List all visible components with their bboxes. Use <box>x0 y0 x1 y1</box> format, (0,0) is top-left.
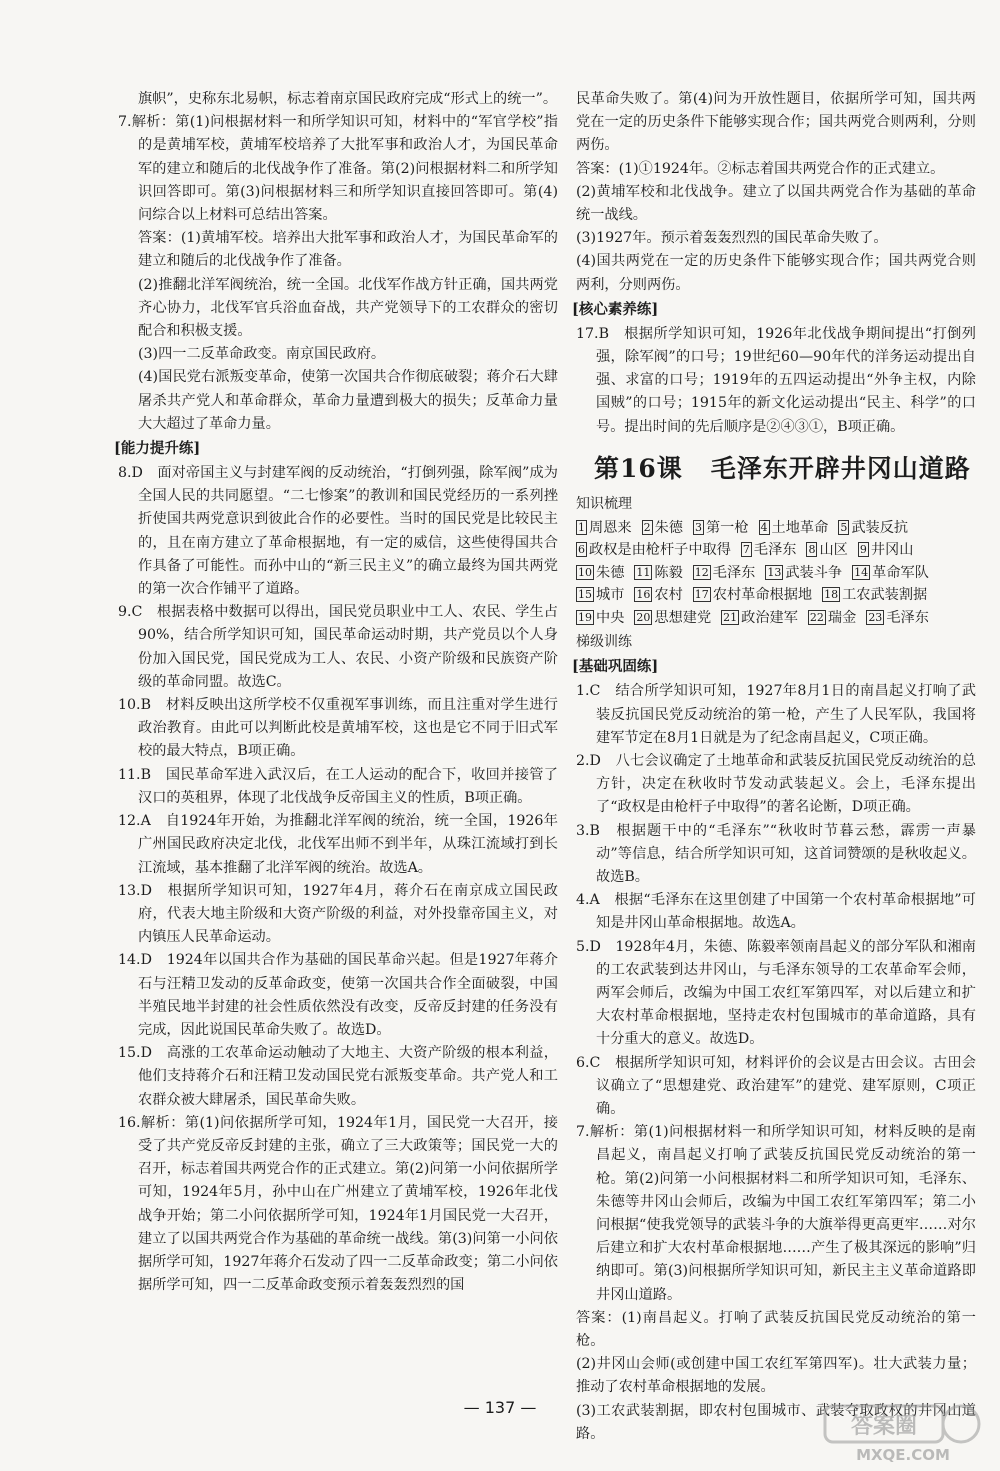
term-number: 1 <box>578 520 585 534</box>
term-text: 朱德 <box>654 519 683 536</box>
knowledge-term <box>866 607 929 630</box>
answer-7-2: (2)井冈山会师(或创建中国工农红军第四军)。壮大武装力量；推动了农村革命根据地的发展。 <box>576 1356 976 1396</box>
q7-answer-3: (3)四一二反革命政变。南京国民政府。 <box>138 346 386 363</box>
knowledge-term <box>576 562 624 585</box>
knowledge-term <box>852 562 929 585</box>
answer-11: 11.B 国民革命军进入武汉后，在工人运动的配合下，收回并接管了汉口的英租界，体现了北伐战争反帝国主义的性质，B项正确。 <box>118 766 558 806</box>
term-number: 22 <box>809 610 824 624</box>
term-number: 3 <box>694 520 702 534</box>
q16-answer-3: (3)1927年。预示着轰轰烈烈的国民革命失败了。 <box>576 230 888 247</box>
term-text: 武装斗争 <box>785 564 843 581</box>
term-number: 15 <box>578 588 592 602</box>
term-number: 14 <box>854 565 869 579</box>
knowledge-term <box>576 517 632 540</box>
q16-answer-1: 答案：(1)①1924年。②标志着国共两党合作的正式建立。 <box>576 160 945 177</box>
knowledge-term <box>858 539 914 562</box>
q7-answer-1: 答案：(1)黄埔军校。培养出大批军事和政治人才，为国民革命军的建立和随后的北伐战争作了准备。 <box>138 230 558 270</box>
left-column <box>114 88 558 1297</box>
section-heading-ability: [能力提升练] <box>114 440 201 458</box>
answer-15: 15.D 高涨的工农革命运动触动了大地主、大资产阶级的根本利益，他们支持蒋介石和汪精卫发动国民党右派叛变革命。共产党人和工农群众被大肆屠杀，国民革命失败。 <box>118 1045 558 1108</box>
term-text: 毛泽东 <box>886 609 929 626</box>
answer-6: 6.C 根据所学知识可知，材料评价的会议是古田会议。古田会议确立了“思想建党、政治建军”的建党、建军原则，C项正确。 <box>576 1054 976 1117</box>
knowledge-term <box>838 517 908 540</box>
term-number: 4 <box>760 520 768 534</box>
term-text: 城市 <box>596 587 625 604</box>
answer-8: 8.D 面对帝国主义与封建军阀的反动统治，“打倒列强，除军阀”成为全国人民的共同愿望。“二七惨案”的教训和国民党经历的一系列挫折使国共两党意识到彼此合作的必要性。当时的国民党是比较民主的，且在南方建立了革命根据地，有一定的威信，这些使得国共合作具备了可能性。而孙中山的“新三民主义”的确立最终为国共两党的第一次合作铺平了道路。 <box>118 465 558 598</box>
q7-analysis: 7.解析：第(1)问根据材料一和所学知识可知，材料中的“军官学校”指的是黄埔军校，黄埔军校培养了大批军事和政治人才，为国民革命军的建立和随后的北伐战争作了准备。第(2)问根据材料二和所学知识回答即可。第(3)问根据材料三和所学知识直接回答即可。第(4)问综合以上材料可总结出答案。 <box>118 114 558 224</box>
right-column <box>572 88 976 1446</box>
answer-2: 2.D 八七会议确定了土地革命和武装反抗国民党反动统治的总方针，决定在秋收时节发动武装起义。会上，毛泽东提出了“政权是由枪杆子中取得”的著名论断，D项正确。 <box>576 752 976 816</box>
knowledge-term <box>634 607 711 630</box>
term-number: 20 <box>636 610 651 624</box>
term-text: 井冈山 <box>870 542 914 559</box>
term-text: 革命军队 <box>872 564 929 581</box>
term-text: 第一枪 <box>705 519 749 536</box>
term-text: 周恩来 <box>589 519 632 536</box>
term-number: 2 <box>643 520 651 534</box>
answer-3: 3.B 根据题干中的“毛泽东”“秋收时节暮云愁，霹雳一声暴动”等信息，结合所学知识可知，这首词赞颂的是秋收起义。故选B。 <box>576 822 976 885</box>
answer-13: 13.D 根据所学知识可知，1927年4月，蒋介石在南京成立国民政府，代表大地主阶级和大资产阶级的利益，对外投靠帝国主义，对内镇压人民革命运动。 <box>118 882 558 946</box>
knowledge-term <box>576 607 624 630</box>
term-text: 毛泽东 <box>753 542 797 559</box>
term-number: 6 <box>578 543 585 557</box>
term-text: 思想建党 <box>654 609 712 626</box>
term-text: 土地革命 <box>771 519 829 536</box>
term-number: 8 <box>808 543 816 557</box>
svg-text:答案圈: 答案圈 <box>850 1414 918 1439</box>
term-text: 农村 <box>654 587 683 604</box>
knowledge-term <box>822 584 927 607</box>
knowledge-term <box>576 539 731 562</box>
term-text: 政权是由枪杆子中取得 <box>589 542 731 559</box>
section-heading-core: [核心素养练] <box>572 300 659 318</box>
term-text: 中央 <box>596 609 625 626</box>
term-number: 21 <box>723 610 738 624</box>
lesson-title <box>594 449 976 489</box>
term-text: 朱德 <box>596 564 625 581</box>
knowledge-term <box>642 517 683 540</box>
knowledge-term <box>765 562 842 585</box>
term-number: 9 <box>859 543 867 557</box>
term-text: 山区 <box>819 542 848 559</box>
knowledge-term <box>759 517 829 540</box>
term-number: 12 <box>694 565 709 579</box>
knowledge-term <box>693 517 749 540</box>
knowledge-term <box>741 539 797 562</box>
section-heading-basic: [基础巩固练] <box>572 658 659 676</box>
answer-9: 9.C 根据表格中数据可以得出，国民党员职业中工人、农民、学生占90%，结合所学知识可知，国民革命运动时期，共产党员以个人身份加入国民党，国民党成为工人、农民、小资产阶级和民族资产阶级的革命同盟。故选C。 <box>118 604 558 690</box>
knowledge-term <box>721 607 798 630</box>
q7-answer-2: (2)推翻北洋军阀统治，统一全国。北伐军作战方针正确，国共两党齐心协力，北伐军官兵浴血奋战，共产党领导下的工农群众的密切配合和积极支援。 <box>138 276 558 340</box>
q16-answer-2: (2)黄埔军校和北伐战争。建立了以国共两党合作为基础的革命统一战线。 <box>576 183 976 224</box>
answer-12: 12.A 自1924年开始，为推翻北洋军阀的统治，统一全国，1926年广州国民政府决定北伐，北伐军出师不到半年，从珠江流域打到长江流域，基本推翻了北洋军阀的统治。故选A。 <box>118 813 558 876</box>
knowledge-term <box>634 562 682 585</box>
term-text: 工农武装割据 <box>842 587 928 604</box>
knowledge-term <box>808 607 856 630</box>
term-text: 陈毅 <box>654 564 683 581</box>
knowledge-term <box>634 584 682 607</box>
knowledge-term <box>806 539 847 562</box>
lesson-number: 第16课 <box>594 453 683 483</box>
knowledge-terms <box>576 517 976 630</box>
term-text: 武装反抗 <box>851 519 909 536</box>
answer-14: 14.D 1924年以国共合作为基础的国民革命兴起。但是1927年蒋介石与汪精卫发动的反革命政变，使第一次国共合作全面破裂，中国半殖民地半封建的社会性质依然没有改变，反帝反封建的任务没有完成，因此说国民革命失败了。故选D。 <box>118 952 558 1038</box>
term-number: 19 <box>578 610 592 624</box>
paragraph-continued-right: 民革命失败了。第(4)问为开放性题目，依据所学可知，国共两党在一定的历史条件下能够实现合作；国共两党合则两利，分则两伤。 <box>576 91 976 154</box>
term-text: 瑞金 <box>827 609 857 626</box>
q7-answer-4: (4)国民党右派叛变革命，使第一次国共合作彻底破裂；蒋介石大肆屠杀共产党人和革命群众，革命力量遭到极大的损失；反革命力量大大超过了革命力量。 <box>138 369 558 432</box>
term-text: 毛泽东 <box>712 564 756 581</box>
answer-7-1: 答案：(1)南昌起义。打响了武装反抗国民党反动统治的第一枪。 <box>576 1309 976 1350</box>
watermark-logo <box>823 1400 983 1464</box>
term-number: 18 <box>824 588 839 602</box>
term-number: 23 <box>868 610 883 624</box>
q16-answer-4: (4)国共两党在一定的历史条件下能够实现合作；国共两党合则两利，分则两伤。 <box>576 253 976 293</box>
term-text: 政治建军 <box>741 609 798 626</box>
answer-7-analysis: 7.解析：第(1)问根据材料一和所学知识可知，材料反映的是南昌起义，南昌起义打响了武装反抗国民党反动统治的第一枪。第(2)问第一小问根据材料二和所学知识可知，毛泽东、朱德等井冈山会师后，改编为中国工农红军第四军；第二小问根据“使我党领导的武装斗争的大旗举得更高更牢……对尔后建立和扩大农村革命根据地……产生了极其深远的影响”归纳即可。第(3)问根据所学知识可知，新民主主义革命道路即井冈山道路。 <box>576 1124 976 1303</box>
answer-10: 10.B 材料反映出这所学校不仅重视军事训练，而且注重对学生进行政治教育。由此可以判断此校是黄埔军校，这也是它不同于旧式军校的最大特点，B项正确。 <box>118 697 558 760</box>
paragraph-continued: 旗帜”，史称东北易帜，标志着南京国民政府完成“形式上的统一”。 <box>138 91 558 107</box>
term-number: 13 <box>767 565 782 579</box>
term-number: 10 <box>578 565 592 579</box>
knowledge-term <box>693 562 756 585</box>
term-number: 11 <box>636 565 651 579</box>
term-number: 17 <box>694 588 709 602</box>
answer-17: 17.B 根据所学知识可知，1926年北伐战争期间提出“打倒列强，除军阀”的口号；19世纪60—90年代的洋务运动提出自强、求富的口号；1919年的五四运动提出“外争主权，内除国贼”的口号；1915年的新文化运动提出“民主、科学”的口号。提出时间的先后顺序是②④③①，B项正确。 <box>576 325 976 435</box>
term-number: 5 <box>840 520 848 534</box>
knowledge-label: 知识梳理 <box>576 495 632 512</box>
answer-7-3: (3)工农武装割据，即农村包围城市、武装夺取政权的井冈山道路。 <box>576 1402 976 1442</box>
answer-16: 16.解析：第(1)问依据所学可知，1924年1月，国民党一大召开，接受了共产党反帝反封建的主张，确立了三大政策等；国民党一大的召开，标志着国共两党合作的正式建立。第(2)问第一小问依据所学可知，1924年5月，孙中山在广州建立了黄埔军校，1926年北伐战争开始；第二小问依据所学可知，1924年1月国民党一大召开，建立了以国共两党合作为基础的革命统一战线。第(3)问第一小问依据所学可知，1927年蒋介石发动了四一二反革命政变；第二小问依据所学可知，四一二反革命政变预示着轰轰烈烈的国 <box>118 1114 558 1294</box>
svg-text:MXQE.COM: MXQE.COM <box>856 1446 950 1464</box>
knowledge-term <box>576 584 624 607</box>
answer-5: 5.D 1928年4月，朱德、陈毅率领南昌起义的部分军队和湘南的工农武装到达井冈山，与毛泽东领导的工农革命军会师，两军会师后，改编为中国工农红军第四军，对以后建立和扩大农村革命根据地，坚持走农村包围城市的革命道路，具有十分重大的意义。故选D。 <box>576 938 976 1048</box>
lesson-name: 毛泽东开辟井冈山道路 <box>710 453 971 483</box>
knowledge-term <box>693 584 812 607</box>
answer-1: 1.C 结合所学知识可知，1927年8月1日的南昌起义打响了武装反抗国民党反动统治的第一枪，产生了人民军队，我国将建军节定在8月1日就是为了纪念南昌起义，C项正确。 <box>576 683 976 746</box>
term-text: 农村革命根据地 <box>712 587 813 604</box>
answer-4: 4.A 根据“毛泽东在这里创建了中国第一个农村革命根据地”可知是井冈山革命根据地。故选A。 <box>576 892 976 932</box>
term-number: 7 <box>742 543 750 557</box>
page-number: — 137 — <box>463 1398 537 1417</box>
training-label: 梯级训练 <box>576 634 632 651</box>
term-number: 16 <box>636 588 651 602</box>
